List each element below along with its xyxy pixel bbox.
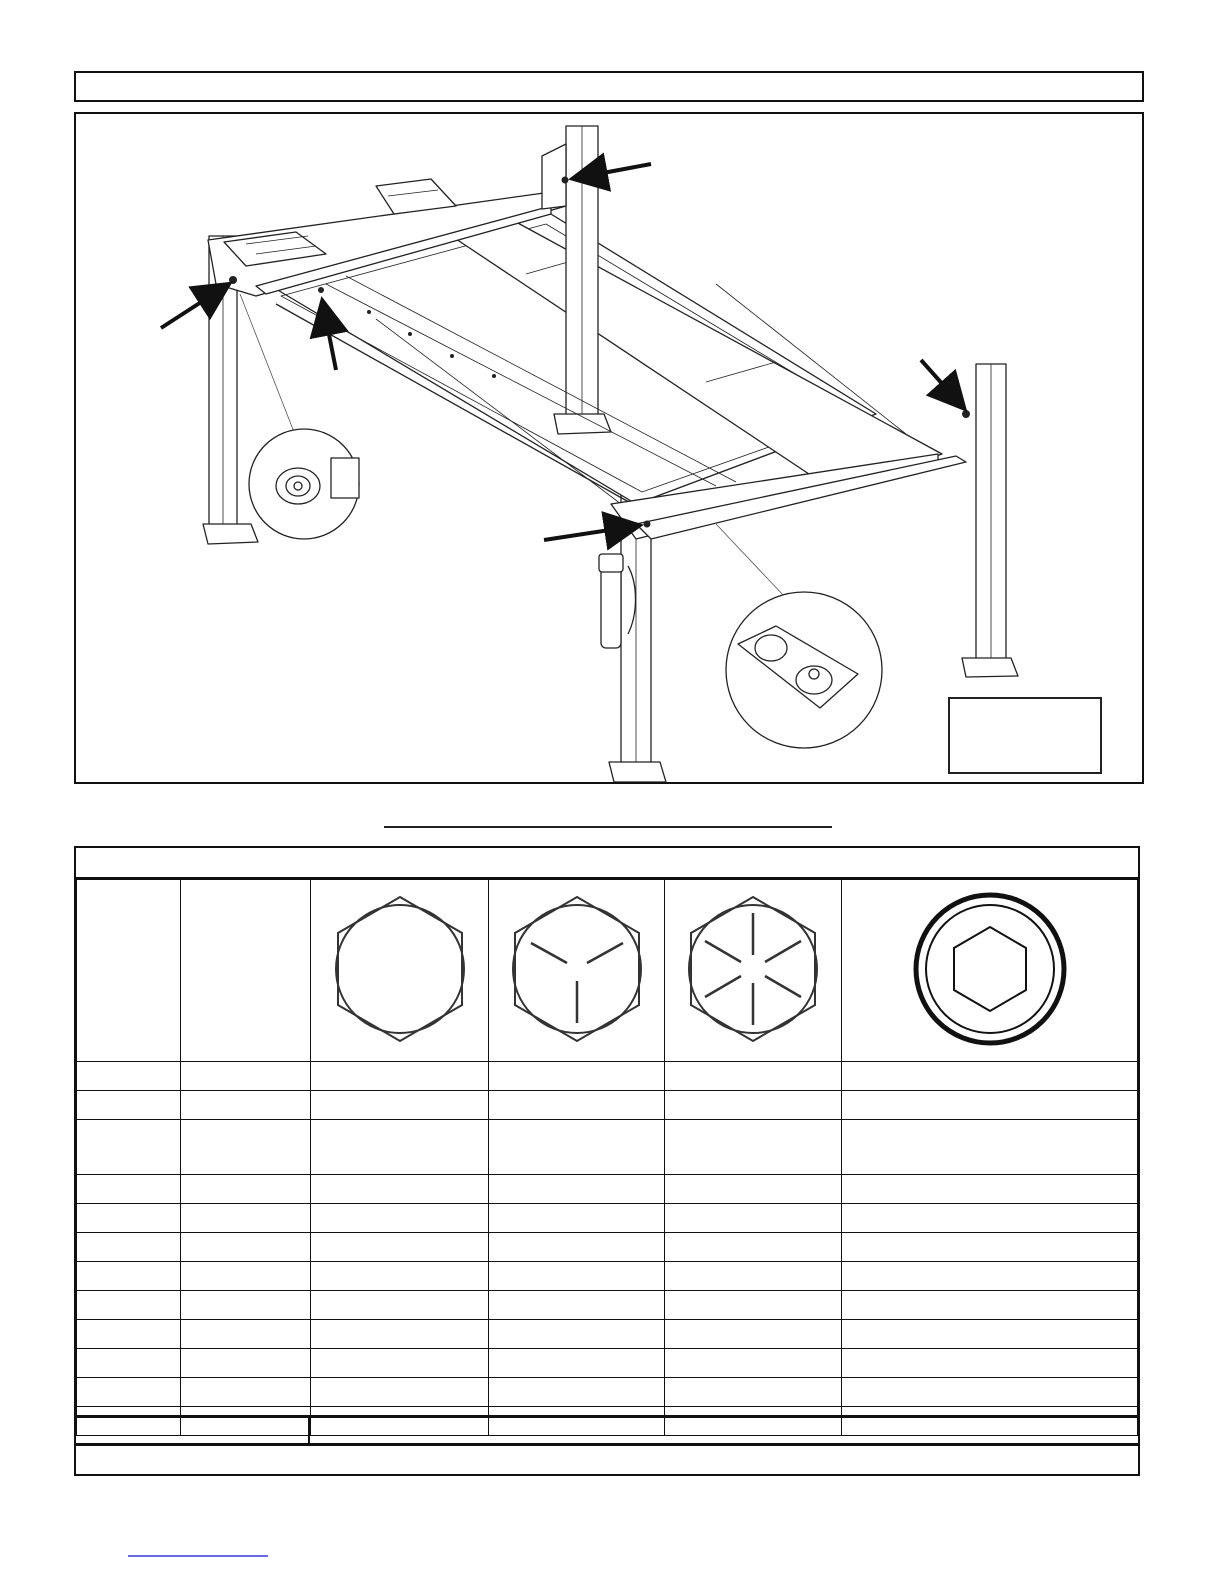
- hydraulic-power-unit: [601, 566, 621, 648]
- table-cell: [181, 1291, 311, 1320]
- header-cell-size: [77, 880, 181, 1062]
- table-cell: [181, 1262, 311, 1291]
- hex-bolt-three-line-icon: [507, 889, 647, 1049]
- header-cell-grade-plain: [311, 880, 489, 1062]
- table-row: [77, 1262, 1138, 1291]
- table-row: [77, 1378, 1138, 1407]
- table-cell: [842, 1233, 1138, 1262]
- section-divider: [384, 826, 832, 828]
- table-header-row: [77, 880, 1138, 1062]
- table-cell: [842, 1291, 1138, 1320]
- table-cell: [181, 1204, 311, 1233]
- table-cell: [77, 1233, 181, 1262]
- table-cell: [77, 1091, 181, 1120]
- table-cell: [842, 1062, 1138, 1091]
- table-cell: [181, 1233, 311, 1262]
- torque-grid: [76, 879, 1138, 1436]
- table-cell: [311, 1091, 489, 1120]
- table-row: [77, 1349, 1138, 1378]
- hex-bolt-plain-icon: [330, 889, 470, 1049]
- table-cell: [489, 1320, 665, 1349]
- header-cell-grade-six-line: [665, 880, 842, 1062]
- table-cell: [77, 1204, 181, 1233]
- table-row: [77, 1320, 1138, 1349]
- section-heading: [384, 800, 832, 822]
- table-cell: [311, 1120, 489, 1175]
- front-right-post: [962, 364, 1018, 677]
- table-cell: [489, 1378, 665, 1407]
- table-footer: [76, 1415, 1138, 1446]
- table-cell: [489, 1349, 665, 1378]
- table-cell: [181, 1175, 311, 1204]
- table-cell: [842, 1349, 1138, 1378]
- table-cell: [77, 1349, 181, 1378]
- table-cell: [489, 1120, 665, 1175]
- lock-plate-detail-icon: [726, 592, 882, 748]
- table-cell: [665, 1262, 842, 1291]
- hex-bolt-six-line-icon: [683, 889, 823, 1049]
- table-cell: [181, 1062, 311, 1091]
- socket-head-cap-screw-icon: [910, 889, 1070, 1049]
- table-cell: [489, 1233, 665, 1262]
- table-caption: [76, 848, 1138, 879]
- table-cell: [665, 1204, 842, 1233]
- table-footer-label: [76, 1418, 310, 1443]
- table-cell: [311, 1233, 489, 1262]
- table-cell: [311, 1349, 489, 1378]
- table-cell: [842, 1175, 1138, 1204]
- table-cell: [77, 1378, 181, 1407]
- table-cell: [842, 1120, 1138, 1175]
- torque-table: [74, 846, 1140, 1476]
- table-row: [77, 1233, 1138, 1262]
- table-cell: [77, 1120, 181, 1175]
- title-bar: [74, 71, 1144, 102]
- table-cell: [181, 1320, 311, 1349]
- table-cell: [842, 1320, 1138, 1349]
- table-row: [77, 1204, 1138, 1233]
- table-cell: [77, 1320, 181, 1349]
- table-row: [77, 1120, 1138, 1175]
- table-cell: [181, 1120, 311, 1175]
- table-cell: [311, 1291, 489, 1320]
- table-cell: [489, 1204, 665, 1233]
- table-cell: [665, 1120, 842, 1175]
- table-cell: [311, 1262, 489, 1291]
- table-cell: [181, 1349, 311, 1378]
- table-cell: [311, 1378, 489, 1407]
- table-cell: [665, 1091, 842, 1120]
- arrow-front-right-lock: [921, 360, 962, 406]
- table-cell: [842, 1262, 1138, 1291]
- table-cell: [665, 1291, 842, 1320]
- table-cell: [842, 1378, 1138, 1407]
- header-cell-grade-three-line: [489, 880, 665, 1062]
- table-cell: [311, 1204, 489, 1233]
- table-cell: [842, 1204, 1138, 1233]
- table-cell: [311, 1175, 489, 1204]
- table-cell: [77, 1291, 181, 1320]
- table-cell: [665, 1349, 842, 1378]
- table-cell: [489, 1091, 665, 1120]
- table-cell: [665, 1062, 842, 1091]
- header-cell-socket-head: [842, 880, 1138, 1062]
- four-post-lift-illustration-icon: [76, 114, 1142, 782]
- table-row: [77, 1291, 1138, 1320]
- bottom-link[interactable]: [128, 1555, 268, 1557]
- table-cell: [181, 1378, 311, 1407]
- table-footer-note: [310, 1418, 1138, 1443]
- table-row: [77, 1062, 1138, 1091]
- table-cell: [77, 1262, 181, 1291]
- figure-legend-box: [948, 697, 1102, 774]
- header-cell-thread: [181, 880, 311, 1062]
- table-cell: [489, 1262, 665, 1291]
- anchor-bolt-detail-icon: [249, 429, 359, 539]
- table-cell: [77, 1062, 181, 1091]
- table-cell: [489, 1062, 665, 1091]
- table-cell: [311, 1062, 489, 1091]
- table-cell: [489, 1291, 665, 1320]
- table-cell: [842, 1091, 1138, 1120]
- table-cell: [311, 1320, 489, 1349]
- table-cell: [665, 1378, 842, 1407]
- table-cell: [489, 1175, 665, 1204]
- lift-illustration-frame: [74, 112, 1144, 784]
- table-cell: [181, 1091, 311, 1120]
- table-cell: [77, 1175, 181, 1204]
- table-cell: [665, 1233, 842, 1262]
- table-row: [77, 1175, 1138, 1204]
- table-cell: [665, 1320, 842, 1349]
- table-row: [77, 1091, 1138, 1120]
- table-cell: [665, 1175, 842, 1204]
